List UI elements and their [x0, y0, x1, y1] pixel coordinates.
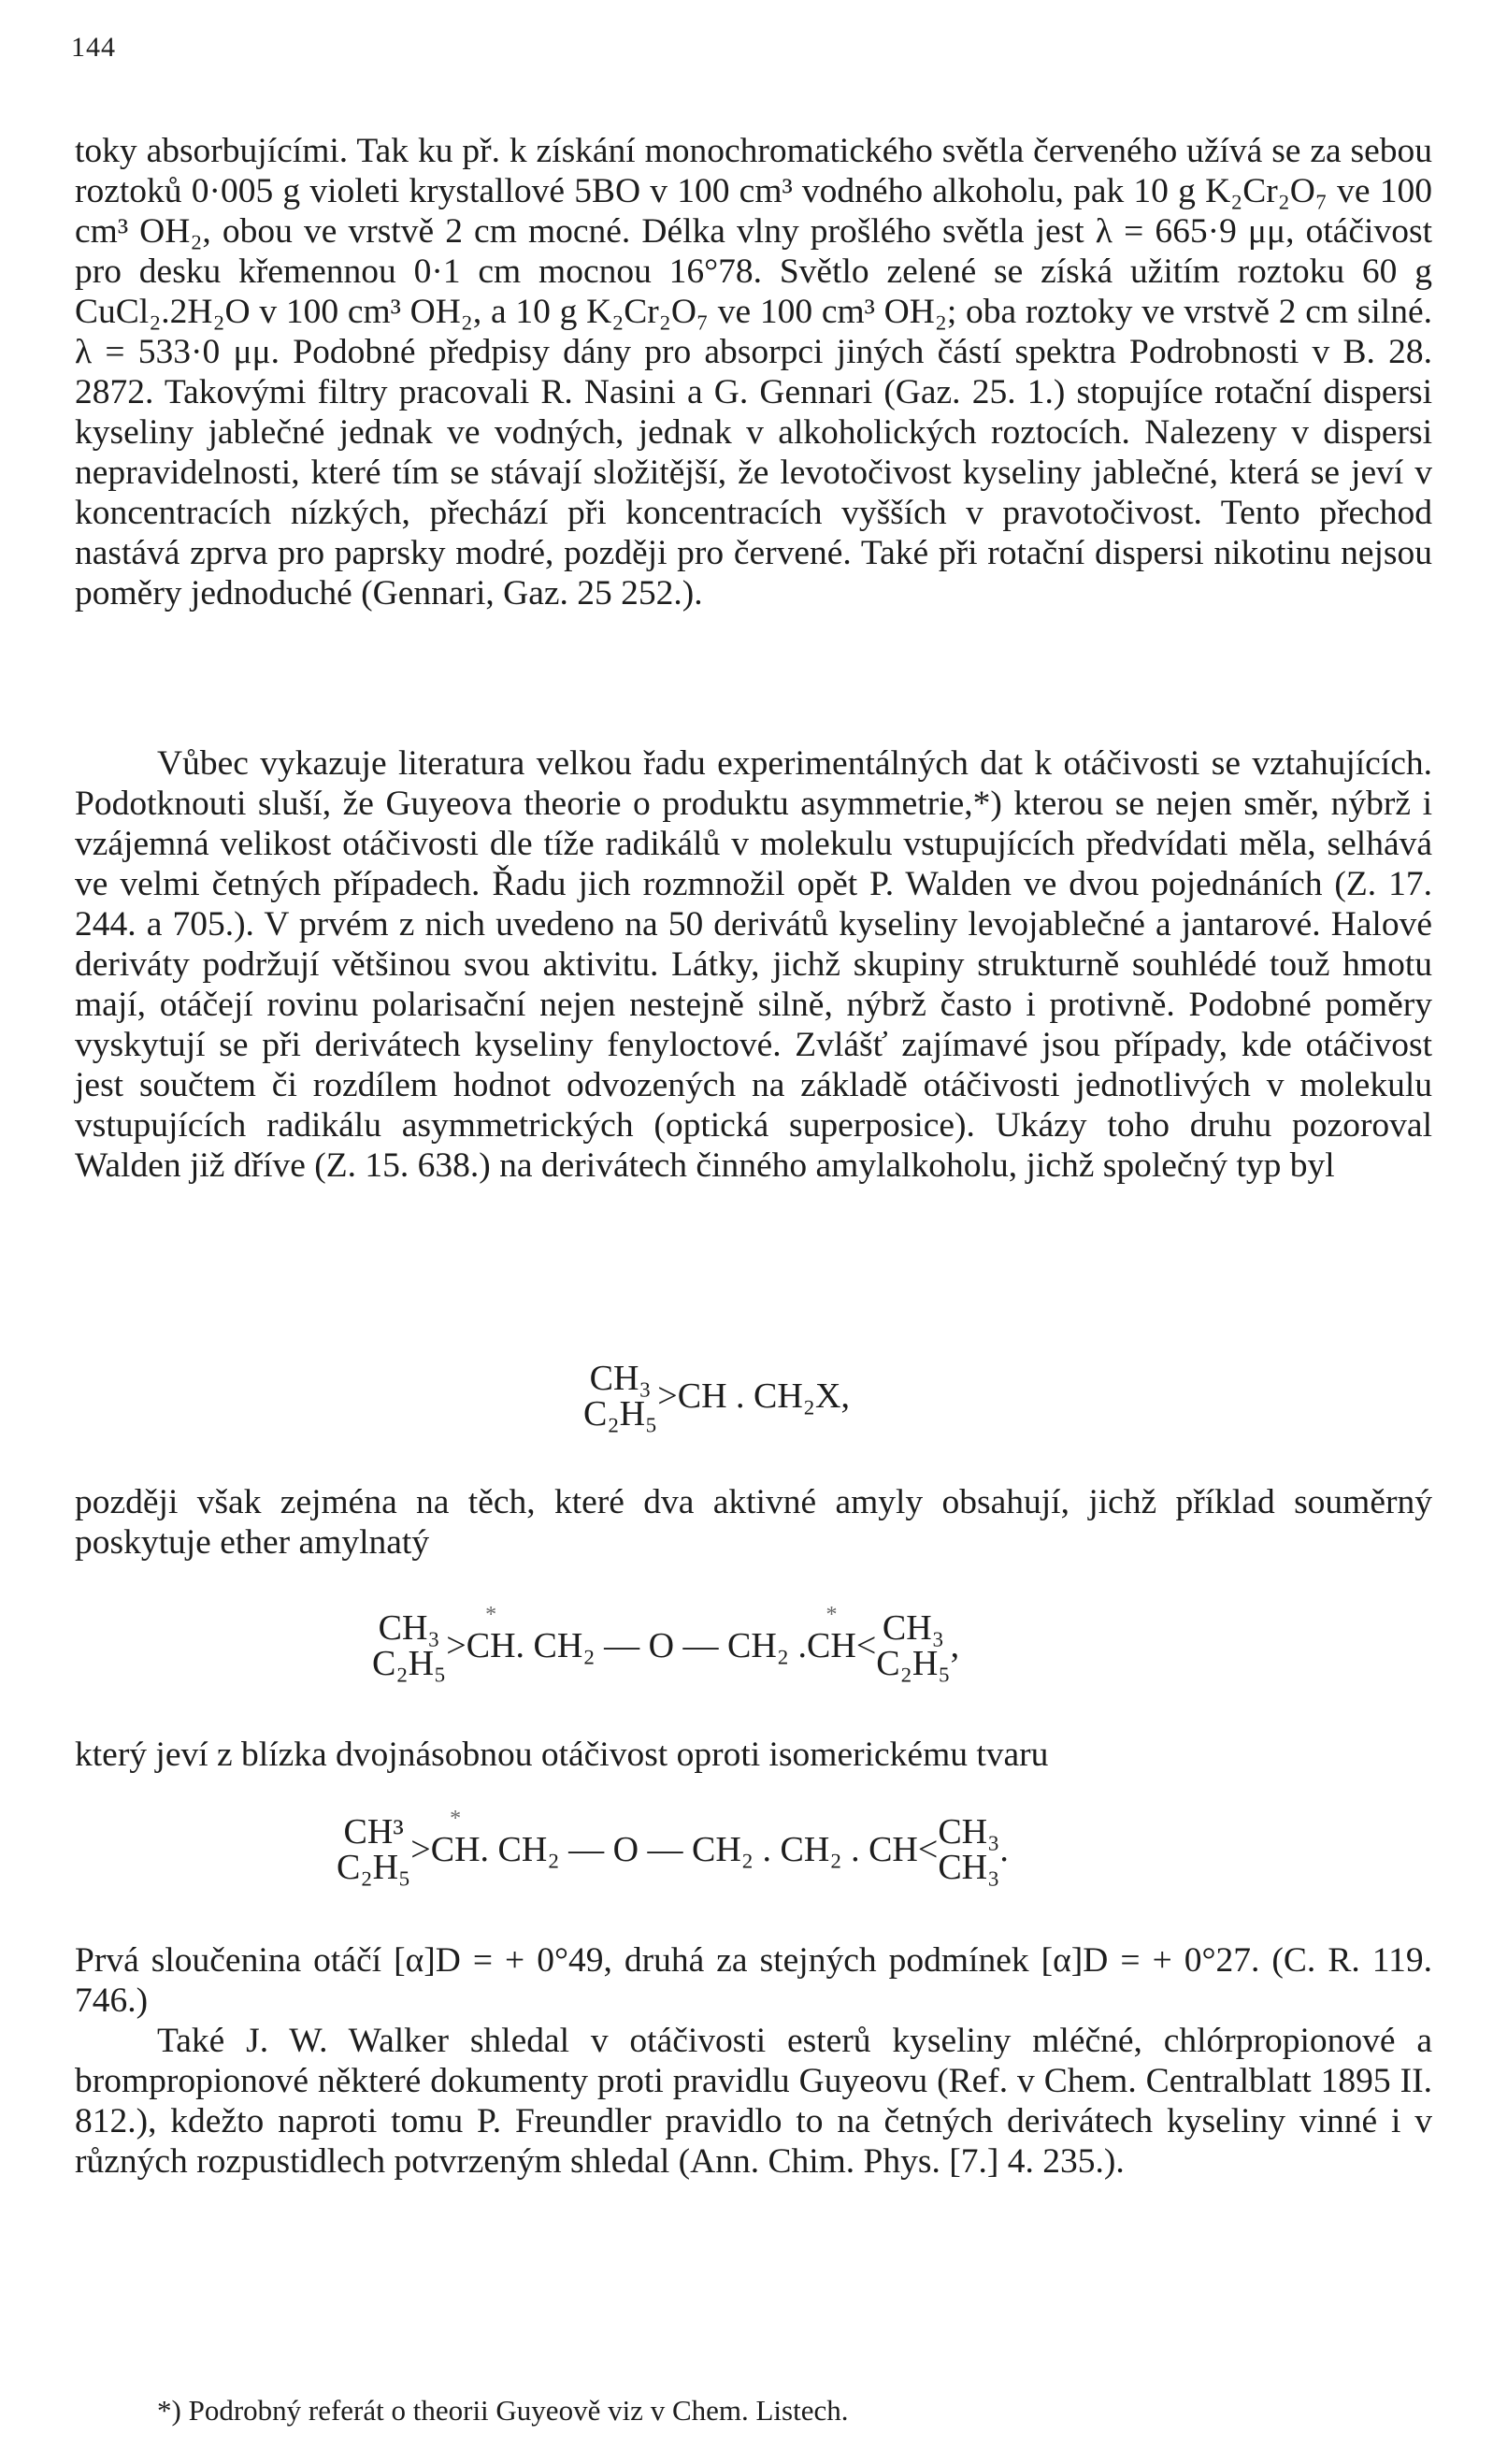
formula-3-left-top: CH³: [343, 1812, 404, 1852]
formula-3-gt: >: [410, 1830, 431, 1869]
formula-3-left-bottom: C₂H₅: [337, 1848, 411, 1887]
formula-3-right-top: CH₃: [938, 1812, 1000, 1852]
formula-1-bottom: C₂H₅: [583, 1394, 658, 1434]
paragraph-6-text: Také J. W. Walker shledal v otáčivosti esterů kyseliny mléčné, chlórpropionové a brompropionové některé dokumenty proti pravidlu Guyeovu (Ref. v Chem. Centralblatt 1895 II. 812.), kdežto naproti tomu P. Freundler pravidlo to na četných derivátech kyseliny vinné i v různých rozpustidlech potvrzeným shledal (Ann. Chim. Phys. [7.] 4. 235.).: [75, 2022, 1432, 2181]
paragraph-3-text: později však zejména na těch, které dva aktivné amyly obsahují, jichž příklad souměrný poskytuje ether amylnatý: [75, 1483, 1432, 1562]
formula-2-left-stack: [372, 1610, 446, 1681]
formula-3-end: .: [999, 1830, 1009, 1869]
page-number: 144: [71, 32, 116, 63]
formula-isomeric-ether: [337, 1814, 1009, 1885]
formula-1-rest: >CH . CH₂X,: [657, 1376, 850, 1416]
paragraph-optical-activity: [75, 743, 1432, 1186]
formula-2-right-bottom: C₂H₅: [876, 1644, 951, 1683]
formula-2-gt: >: [446, 1626, 467, 1665]
footnote: *) Podrobný referát o theorii Guyeově viz v Chem. Listech.: [157, 2394, 849, 2427]
formula-1-top: CH₃: [589, 1359, 652, 1398]
formula-2-middle: . CH₂ — O — CH₂ .: [515, 1626, 808, 1665]
paragraph-absorption-filters: [75, 131, 1432, 613]
formula-3-right-stack: [938, 1814, 999, 1885]
formula-3-left-stack: [337, 1814, 410, 1885]
formula-2-asymmetric-carbon-2: * CH: [807, 1628, 856, 1664]
formula-2-left-bottom: C₂H₅: [372, 1644, 447, 1683]
formula-3-lt: <: [917, 1830, 939, 1869]
paragraph-rotation-values: [75, 1940, 1432, 2021]
formula-2-end: ,: [950, 1626, 960, 1665]
paragraph-5-text: Prvá sloučenina otáčí [α]D = + 0°49, druhá za stejných podmínek [α]D = + 0°27. (C. R. 119. 746.): [75, 1941, 1432, 2020]
formula-2-asymmetric-carbon-1: * CH: [467, 1628, 516, 1664]
paragraph-isomeric-form: [75, 1735, 1432, 1775]
formula-3-middle: . CH₂ — O — CH₂ . CH₂ . CH: [480, 1830, 918, 1869]
paragraph-1-text: toky absorbujícími. Tak ku př. k získání monochromatického světla červeného užívá se za sebou roztoků 0·005 g violeti krystallové 5BO v 100 cm³ vodného alkoholu, pak 10 g K₂Cr₂O₇ ve 100 cm³ OH₂, obou ve vrstvě 2 cm mocné. Délka vlny prošlého světla jest λ = 665·9 μμ, otáčivost pro desku křemennou 0·1 cm mocnou 16°78. Světlo zelené se získá užitím roztoku 60 g CuCl₂.2H₂O v 100 cm³ OH₂, a 10 g K₂Cr₂O₇ ve 100 cm³ OH₂; oba roztoky ve vrstvě 2 cm silné. λ = 533·0 μμ. Podobné předpisy dány pro absorpci jiných částí spektra Podrobnosti v B. 28. 2872. Takovými filtry pracovali R. Nasini a G. Gennari (Gaz. 25. 1.) stopujíce rotační dispersi kyseliny jablečné jednak ve vodných, jednak v alkoholických roztocích. Nalezeny v dispersi nepravidelnosti, které tím se stávají složitější, že levotočivost kyseliny jablečné, která se jeví v koncentracích nízkých, přechází při koncentracích vyšších v pravotočivost. Tento přechod nastává zprva pro paprsky modré, později pro červené. Také při rotační dispersi nikotinu nejsou poměry jednoduché (Gennari, Gaz. 25 252.).: [75, 132, 1432, 612]
formula-2-right-top: CH₃: [882, 1608, 944, 1648]
formula-2-lt: <: [855, 1626, 877, 1665]
formula-amyl-ether: [372, 1610, 959, 1681]
paragraph-walker-freundler: [75, 2021, 1432, 2182]
formula-3-right-bottom: CH₃: [938, 1848, 1000, 1887]
paragraph-2-text: Vůbec vykazuje literatura velkou řadu experimentálných dat k otáčivosti se vztahujících. Podotknouti sluší, že Guyeova theorie o produktu asymmetrie,*) kterou se nejen směr, nýbrž i vzájemná velikost otáčivosti dle tíže radikálů v molekulu vstupujících předvídati měla, selhává ve velmi četných případech. Řadu jich rozmnožil opět P. Walden ve dvou pojednáních (Z. 17. 244. a 705.). V prvém z nich uvedeno na 50 derivátů kyseliny levojablečné a jantarové. Halové deriváty podržují většinou svou aktivitu. Látky, jichž skupiny strukturně souhlédé touž hmotu mají, otáčejí rovinu polarisační nejen nestejně silně, nýbrž často i protivně. Podobné poměry vyskytují se při derivátech kyseliny fenyloctové. Zvlášť zajímavé jsou případy, kde otáčivost jest součtem či rozdílem hodnot odvozených na základě otáčivosti jednotlivých v molekulu vstupujících radikálu asymmetrických (optická superposice). Ukázy toho druhu pozoroval Walden již dříve (Z. 15. 638.) na derivátech činného amylalkoholu, jichž společný typ byl: [75, 744, 1432, 1185]
formula-2-right-stack: [876, 1610, 950, 1681]
formula-amyl-halide: [583, 1361, 850, 1432]
formula-1-left-stack: [583, 1361, 657, 1432]
paragraph-amyl-ether: [75, 1482, 1432, 1563]
paragraph-4-text: který jeví z blízka dvojnásobnou otáčivost oproti isomerickému tvaru: [75, 1736, 1049, 1774]
formula-2-left-top: CH₃: [378, 1608, 440, 1648]
formula-3-asymmetric-carbon: * CH: [431, 1832, 481, 1867]
